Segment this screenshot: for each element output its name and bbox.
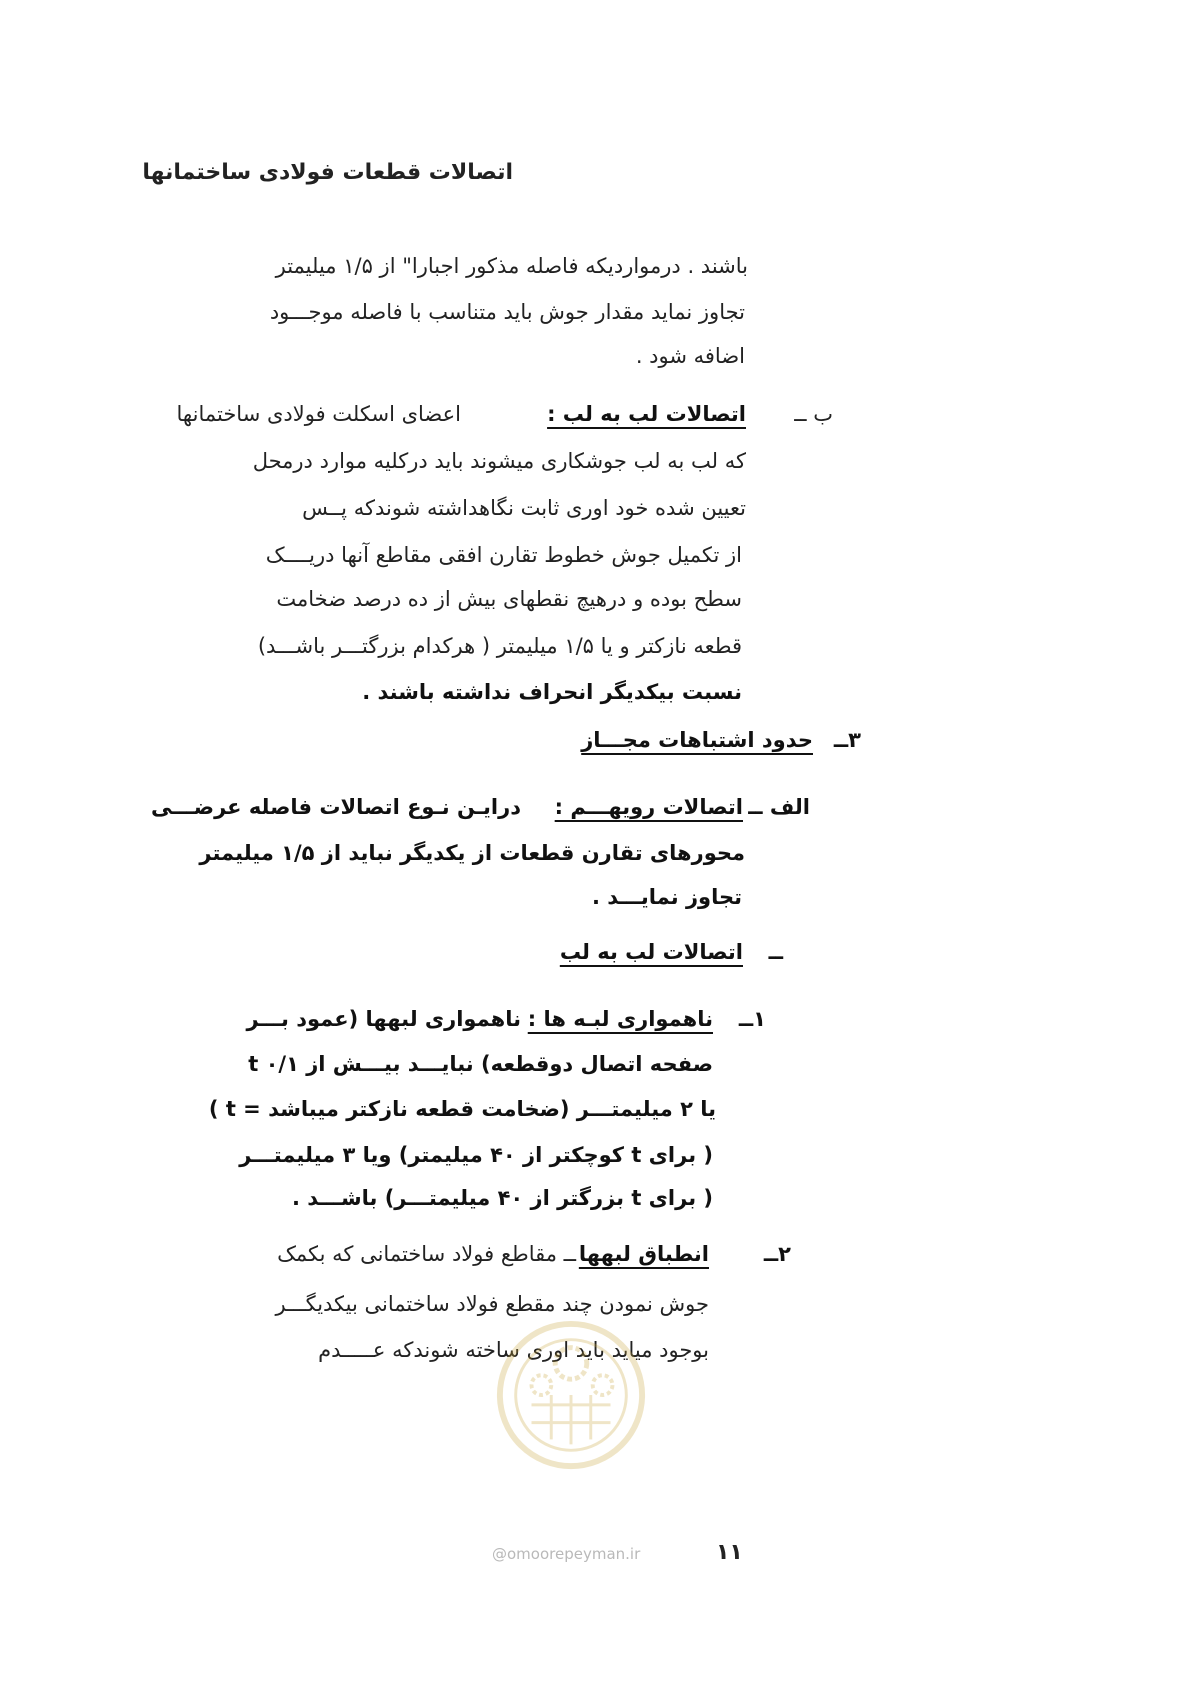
text-line: باشند . درمواردیکه فاصله مذکور اجبارا" از ۱/۵ میلیمتر [275,254,748,278]
text-line: تجاوز نماید مقدار جوش باید متناسب با فاصله موجـــود [269,300,745,324]
page-header-title: اتصالات قطعات فولادی ساختمانها [142,160,513,185]
item-marker: ۲ــ [763,1242,791,1266]
item-heading: ناهمواری لبـه ها : [527,1007,713,1031]
section-heading: اتصالات لب به لب [559,940,743,964]
section-marker: الف ــ [748,795,810,819]
text-line: که لب به لب جوشکاری میشوند باید درکلیه موارد درمحل [252,449,746,473]
text-line: سطح بوده و درهیچ نقطهای بیش از ده درصد ضخامت [276,587,742,611]
page-number: ۱۱ [716,1540,743,1565]
text-line: تعیین شده خود اوری ثابت نگاهداشته شوندکه پــس [302,496,746,520]
text-line: از تکمیل جوش خطوط تقارن افقی مقاطع آنها دریــــک [265,543,742,567]
text-line: جوش نمودن چند مقطع فولاد ساختمانی بیکدیگـــر [275,1292,709,1316]
section-heading: اتصالات رویهـــم : [554,795,743,819]
watermark-url: @omoorepeyman.ir [492,1545,641,1563]
text-line: نسبت بیکدیگر انحراف نداشته باشند . [362,680,742,704]
text-line: صفحه اتصال دوقطعه) نبایـــد بیـــش از ۰/۱ t [248,1052,713,1076]
section-heading: اتصالات لب به لب : [547,402,746,426]
text-line: ( برای t کوچکتر از ۴۰ میلیمتر) ویا ۳ میلیمتـــر [239,1143,713,1167]
section-marker: ۳ــ [833,728,861,752]
text-line: تجاوز نمایـــد . [591,885,742,909]
text-line: ناهمواری لبهها (عمود بـــر [246,1007,521,1031]
text-line: بوجود میاید باید اوری ساخته شوندکه عـــــدم [318,1338,709,1362]
text-line: قطعه نازکتر و یا ۱/۵ میلیمتر ( هرکدام بزرگتـــر باشـــد) [257,634,742,658]
section-marker: ــ [768,940,783,964]
text-line: ــ مقاطع فولاد ساختمانی که بکمک [277,1242,576,1266]
text-line: درایـن نـوع اتصالات فاصله عرضـــی [151,795,521,819]
watermark-seal-icon [492,1316,650,1474]
item-marker: ۱ــ [738,1007,766,1031]
text-line: اضافه شود . [635,344,745,368]
item-heading: انطباق لبهها [578,1242,709,1266]
text-line: ( t = ضخامت قطعه نازکتر میباشد) یا ۲ میلیمتـــر [208,1097,716,1121]
section-heading: حدود اشتباهات مجـــاز [581,728,813,752]
text-line: اعضای اسکلت فولادی ساختمانها [176,402,461,426]
text-line: محورهای تقارن قطعات از یکدیگر نباید از ۱/۵ میلیمتر [199,841,745,865]
section-marker: ب ــ [794,402,833,426]
text-line: ( برای t بزرگتر از ۴۰ میلیمتـــر) باشـــد . [292,1186,713,1210]
